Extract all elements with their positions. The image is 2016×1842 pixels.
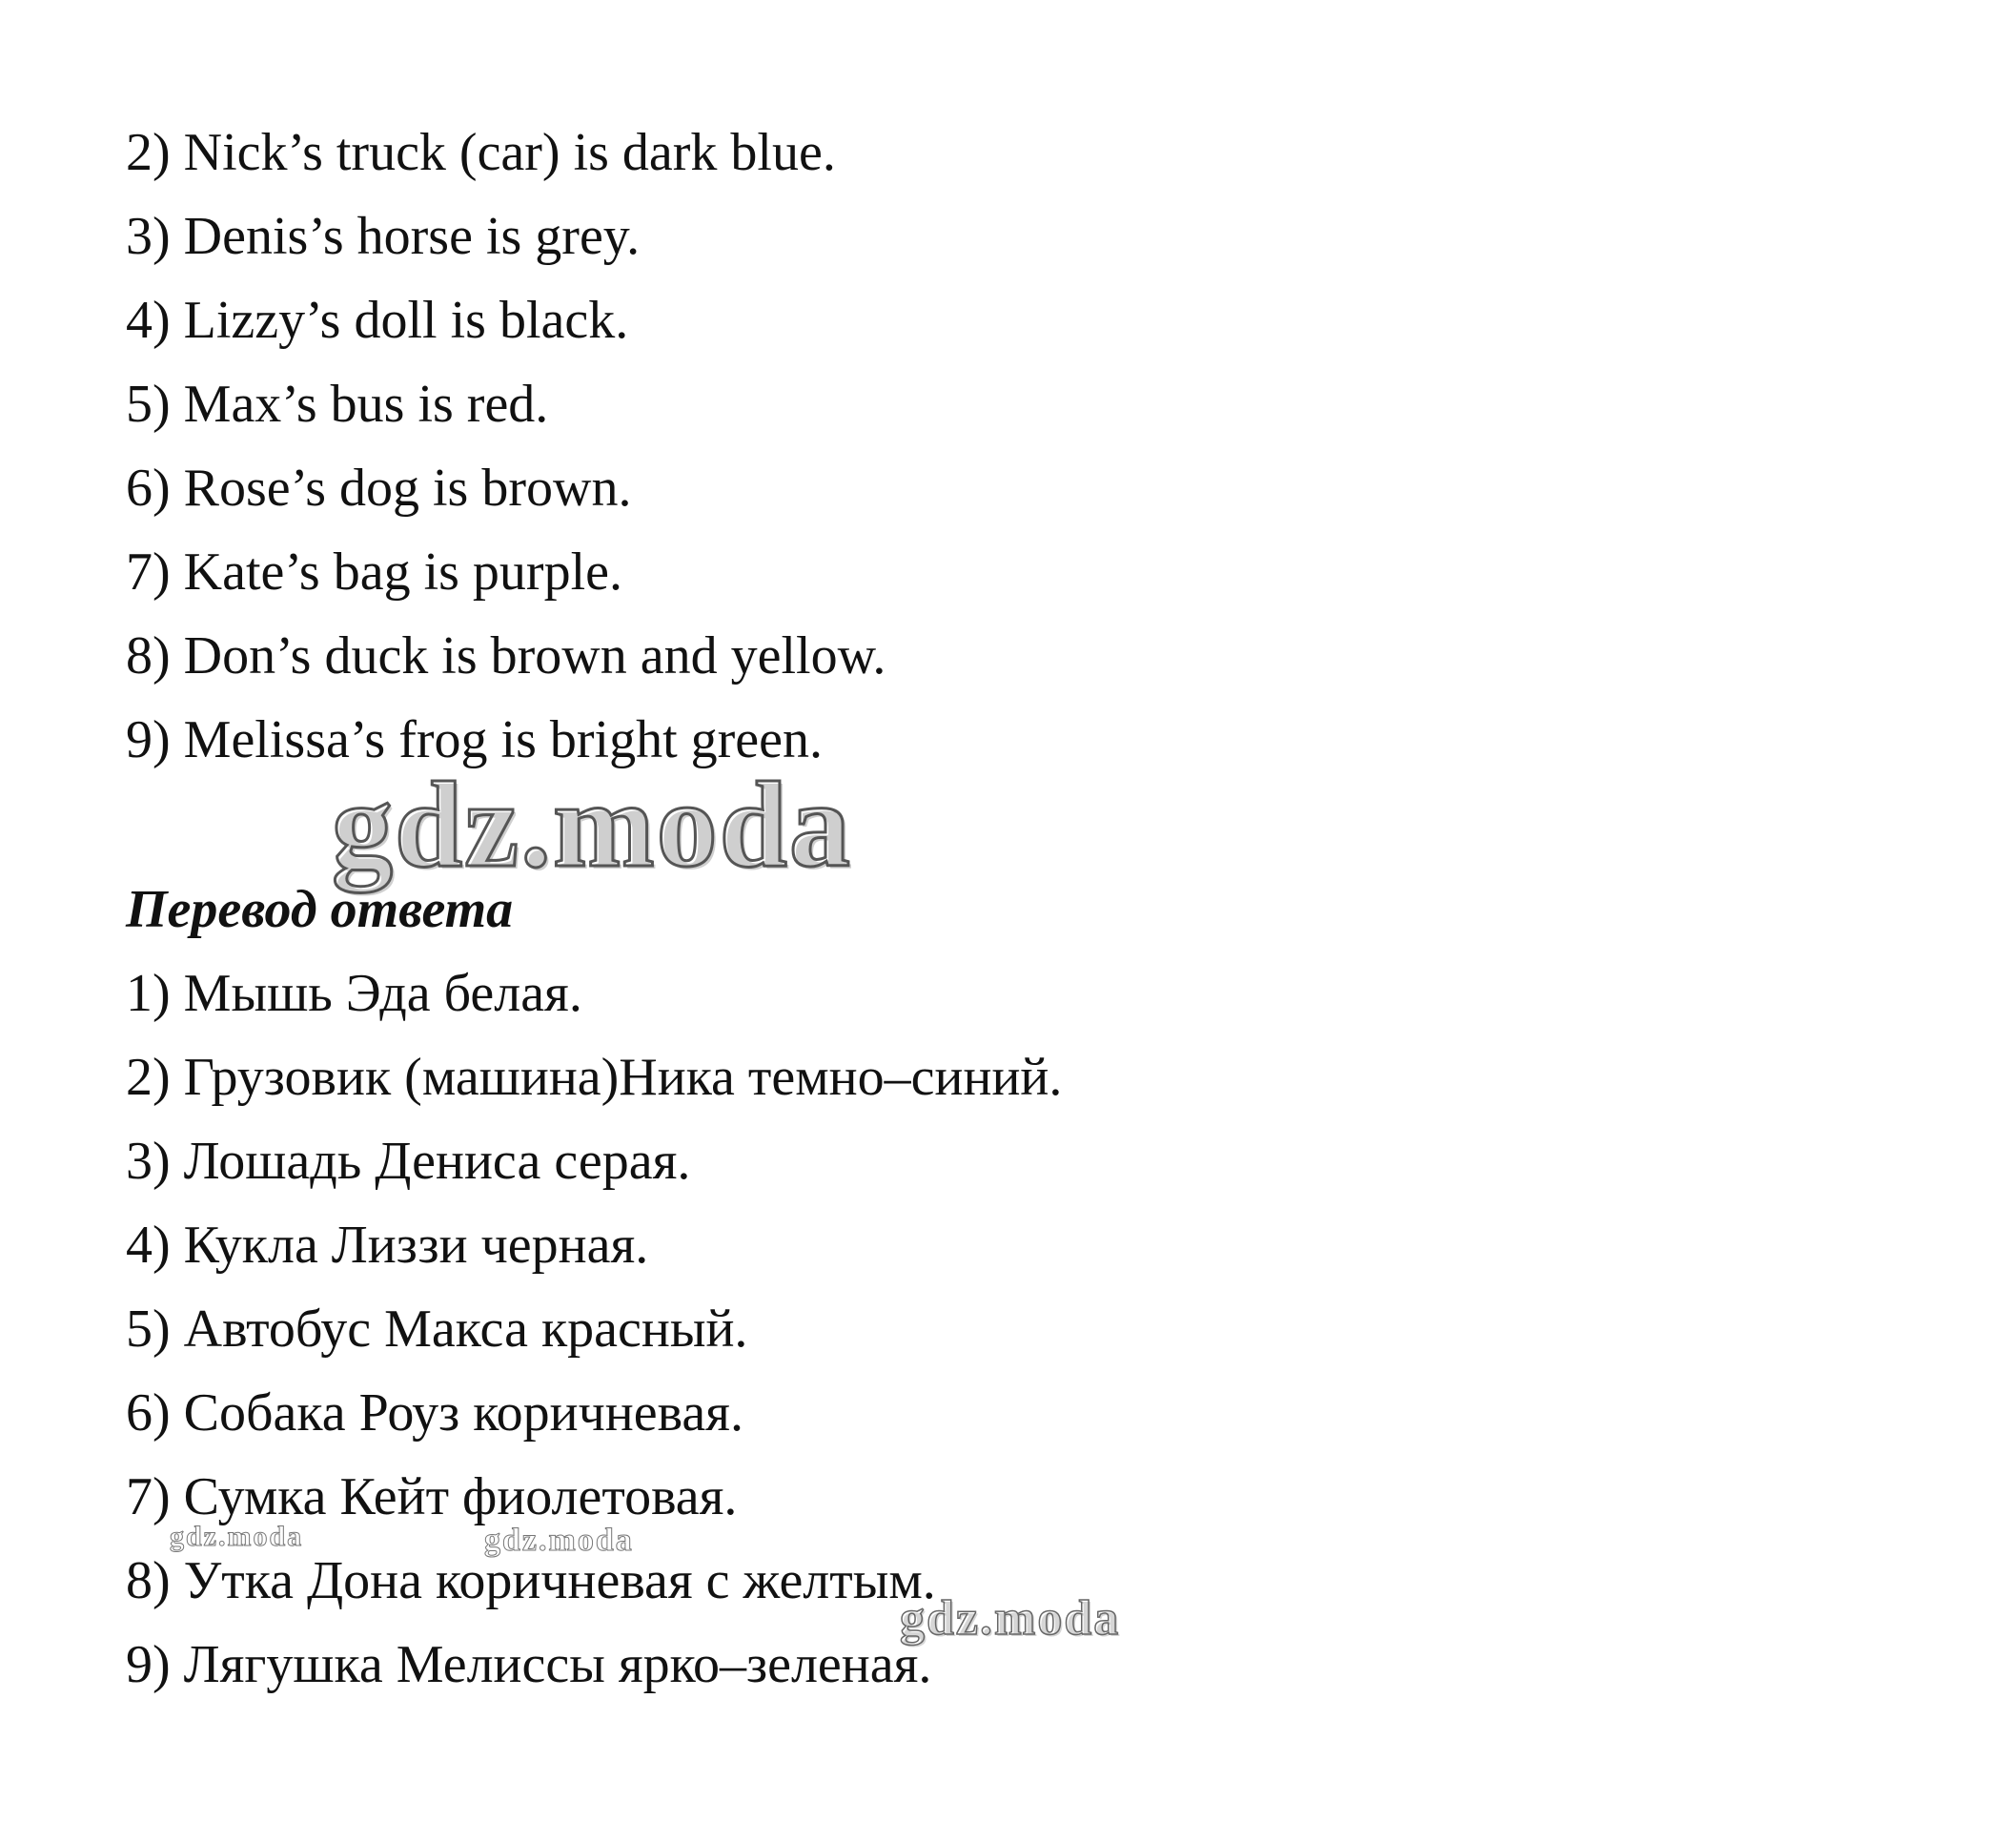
watermark-small-center: gdz.moda [484,1523,634,1558]
translation-line-4: 4) Кукла Лиззи черная. [126,1216,649,1275]
translation-line-8: 8) Утка Дона коричневая с желтым. [126,1551,936,1610]
watermark-small-left: gdz.moda [170,1521,304,1552]
watermark-medium-right: gdz.moda [900,1591,1121,1646]
translation-line-9: 9) Лягушка Мелиссы ярко–зеленая. [126,1635,932,1694]
english-answer-6: 6) Rose’s dog is brown. [126,459,632,518]
translation-line-7: 7) Сумка Кейт фиолетовая. [126,1467,738,1526]
english-answer-5: 5) Max’s bus is red. [126,375,549,434]
english-answer-3: 3) Denis’s horse is grey. [126,207,641,266]
translation-line-3: 3) Лошадь Дениса серая. [126,1132,691,1191]
translation-line-2: 2) Грузовик (машина)Ника темно–синий. [126,1048,1063,1107]
english-answer-4: 4) Lizzy’s doll is black. [126,291,629,350]
translation-line-5: 5) Автобус Макса красный. [126,1300,748,1359]
translation-heading: Перевод ответа [126,880,514,939]
english-answer-8: 8) Don’s duck is brown and yellow. [126,626,886,686]
english-answer-7: 7) Kate’s bag is purple. [126,542,622,602]
english-answer-2: 2) Nick’s truck (car) is dark blue. [126,123,836,182]
english-answer-9: 9) Melissa’s frog is bright green. [126,710,823,769]
translation-line-6: 6) Собака Роуз коричневая. [126,1383,743,1443]
watermark-large: gdz.moda [332,757,852,892]
translation-line-1: 1) Мышь Эда белая. [126,964,582,1023]
